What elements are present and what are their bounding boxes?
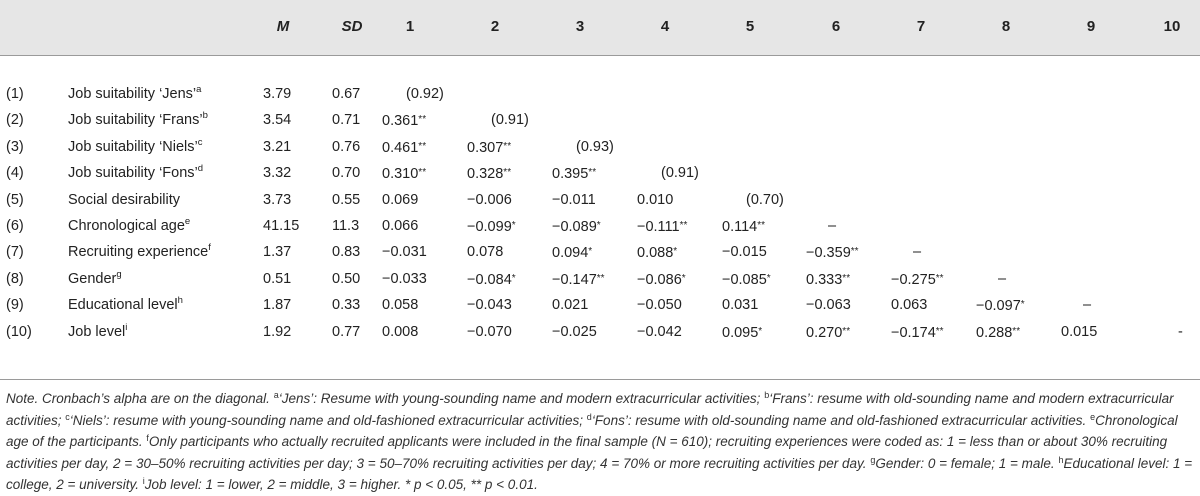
correlation-cell: [382, 164, 426, 183]
header-col-4: 4: [660, 18, 670, 35]
correlation-value: 0.069: [382, 191, 419, 208]
significance-marker: **: [935, 272, 944, 284]
correlation-cell: [382, 217, 418, 235]
variable-label: Chronological age: [68, 218, 185, 234]
correlation-cell: [467, 323, 512, 341]
correlation-cell: [828, 217, 836, 235]
header-col-10: 10: [1163, 18, 1181, 35]
significance-marker: *: [596, 220, 601, 231]
correlation-cell: [467, 296, 512, 314]
correlation-value: −0.174: [891, 324, 936, 341]
note-footnote-text: ‘Frans’: resume with old-sounding name and modern extracurricular activities;: [6, 391, 1174, 428]
correlation-value: −0.050: [637, 297, 682, 314]
correlation-cell: [467, 217, 516, 236]
note-footnote-marker: c: [65, 411, 70, 422]
row-index: (5): [6, 191, 24, 208]
note-footnote-text: ‘Jens’: Resume with young-sounding name and modern extracurricular activities;: [278, 391, 765, 406]
significance-marker: **: [503, 140, 512, 152]
correlation-value: 0.094: [552, 245, 589, 262]
correlation-cell: [1178, 323, 1183, 341]
correlation-cell: [491, 111, 529, 129]
significance-marker: *: [758, 325, 763, 337]
correlation-cell: [722, 296, 758, 314]
correlation-cell: [637, 191, 673, 209]
correlation-value: 0.333: [806, 271, 843, 288]
significance-marker: *: [511, 272, 516, 284]
correlation-value: −0.015: [722, 244, 767, 261]
sd-value: 0.76: [332, 138, 361, 155]
correlation-value: 0.395: [552, 166, 589, 183]
correlation-value: (0.93): [576, 138, 614, 155]
correlation-cell: [552, 270, 605, 289]
correlation-cell: [998, 270, 1006, 288]
correlation-cell: [382, 191, 418, 209]
sd-value: 0.50: [332, 270, 361, 287]
correlation-cell: [576, 138, 614, 156]
correlation-value: −0.275: [891, 271, 936, 288]
correlation-cell: [382, 243, 427, 261]
correlation-value: 0.058: [382, 297, 419, 314]
correlation-value: 0.088: [637, 245, 674, 262]
correlation-cell: [806, 270, 850, 289]
correlation-cell: [976, 296, 1025, 315]
variable-name: [68, 138, 203, 156]
note-footnote-marker: b: [764, 390, 770, 400]
note-footnote-text: ‘Fons’: resume with old-sounding name and old-fashioned extracurricular activities.: [591, 412, 1091, 428]
correlation-cell: [722, 323, 762, 342]
note-footnote-marker: f: [146, 433, 149, 443]
header-col-8: 8: [1001, 18, 1011, 35]
correlation-value: 0.063: [891, 297, 928, 314]
correlation-cell: [976, 323, 1020, 342]
variable-label: Job suitability ‘Jens’: [68, 86, 197, 102]
mean-value: 3.79: [263, 86, 292, 102]
mean-value: 3.54: [263, 112, 292, 129]
correlation-cell: [552, 296, 588, 314]
variable-name: [68, 111, 208, 129]
header-col-3: 3: [575, 18, 585, 35]
correlation-value: −0.006: [467, 191, 512, 208]
note-intro: Note. Cronbach’s alpha are on the diagonal.: [6, 391, 274, 406]
correlation-cell: [467, 164, 511, 183]
note-footnote-marker: e: [1090, 411, 1096, 422]
significance-marker: **: [935, 325, 944, 337]
header-col-7: 7: [916, 18, 926, 35]
correlation-value: 0.288: [976, 324, 1013, 341]
table-bottom-rule: [0, 379, 1200, 380]
variable-label: Recruiting experience: [68, 244, 209, 261]
footnote-marker: c: [197, 136, 203, 148]
correlation-value: -: [1178, 323, 1183, 340]
variable-name: [68, 323, 127, 341]
correlation-value: −0.097: [976, 298, 1021, 315]
correlation-cell: [382, 270, 427, 288]
variable-label: Job level: [68, 323, 126, 340]
correlation-cell: [467, 270, 516, 289]
correlation-value: 0.015: [1061, 323, 1098, 340]
header-col-1: 1: [405, 18, 415, 35]
sd-value: 0.55: [332, 191, 361, 208]
correlation-cell: [467, 191, 512, 209]
correlation-value: −0.111: [637, 219, 680, 235]
correlation-value: 0.270: [806, 324, 843, 341]
correlation-cell: [806, 296, 851, 314]
mean-value: 0.51: [263, 270, 292, 287]
correlation-cell: [637, 243, 677, 262]
correlation-value: (0.91): [491, 112, 529, 129]
correlation-cell: [806, 243, 859, 262]
footnote-marker: g: [116, 268, 122, 280]
correlation-value: −0.089: [552, 219, 597, 235]
variable-label: Job suitability ‘Frans’: [68, 112, 203, 129]
sd-value: 0.83: [332, 244, 361, 261]
correlation-cell: [661, 164, 699, 182]
correlation-cell: [891, 296, 927, 314]
significance-marker: *: [588, 246, 593, 258]
correlation-cell: [637, 270, 686, 289]
footnote-marker: d: [197, 163, 204, 175]
row-index: (1): [6, 86, 24, 102]
correlation-value: 0.361: [382, 113, 419, 130]
correlation-cell: [806, 323, 850, 342]
header-col-9: 9: [1086, 18, 1096, 35]
correlation-cell: [1083, 296, 1091, 314]
correlation-cell: [382, 111, 426, 130]
row-index: (9): [6, 297, 24, 314]
correlation-cell: [552, 323, 597, 341]
correlation-value: 0.021: [552, 297, 589, 314]
correlation-cell: [552, 243, 592, 262]
correlation-value: 0.310: [382, 166, 419, 183]
correlation-value: −0.070: [467, 323, 512, 340]
header-col-5: 5: [745, 18, 755, 35]
mean-value: 1.87: [263, 297, 292, 314]
correlation-value: (0.70): [746, 191, 784, 208]
correlation-value: 0.461: [382, 139, 419, 156]
correlation-value: −0.011: [552, 191, 596, 208]
note-footnote-marker: a: [273, 390, 279, 400]
significance-marker: **: [1012, 325, 1021, 337]
correlation-cell: [637, 323, 682, 341]
correlation-cell: [382, 296, 418, 314]
significance-marker: **: [503, 167, 512, 179]
mean-value: 1.92: [263, 323, 292, 340]
header-rule: [0, 55, 1200, 56]
note-footnote-text: Chronological age of the participants.: [6, 412, 1178, 449]
significance-marker: *: [511, 220, 516, 231]
correlation-cell: [746, 191, 784, 209]
correlation-value: 0.031: [722, 297, 759, 314]
row-index: (3): [6, 138, 24, 155]
sd-value: 11.3: [332, 218, 360, 234]
variable-name: [68, 296, 183, 314]
footnote-marker: f: [208, 242, 211, 254]
correlation-value: −0.084: [467, 271, 512, 288]
correlation-cell: [467, 243, 503, 261]
correlation-cell: [722, 270, 771, 289]
correlation-value: 0.307: [467, 139, 504, 156]
correlation-value: 0.078: [467, 244, 504, 261]
row-index: (7): [6, 244, 24, 261]
footnote-marker: e: [184, 216, 191, 227]
significance-marker: *: [681, 272, 686, 284]
mean-value: 41.15: [263, 218, 300, 234]
significance-marker: **: [418, 167, 427, 179]
correlation-value: 0.328: [467, 166, 504, 183]
footnote-marker: a: [196, 84, 202, 95]
correlation-value: −0.099: [467, 219, 512, 235]
header-col-2: 2: [490, 18, 500, 35]
correlation-cell: [467, 138, 511, 157]
sd-value: 0.70: [332, 165, 361, 182]
correlation-cell: [552, 191, 596, 209]
correlation-cell: [637, 296, 682, 314]
significance-marker: **: [588, 167, 597, 179]
variable-name: [68, 243, 211, 261]
correlation-value: −0.359: [806, 245, 851, 262]
correlation-value: –: [1083, 297, 1092, 314]
variable-label: Educational level: [68, 297, 178, 314]
variable-label: Social desirability: [68, 191, 181, 208]
significance-marker: **: [679, 220, 688, 231]
variable-name: [68, 85, 201, 103]
significance-marker: *: [766, 272, 771, 284]
correlation-cell: [722, 217, 765, 236]
sd-value: 0.71: [332, 112, 361, 129]
row-index: (10): [6, 323, 32, 340]
correlation-value: –: [913, 244, 922, 261]
significance-marker: **: [418, 140, 427, 152]
sd-value: 0.77: [332, 323, 361, 340]
header-sd: SD: [341, 18, 363, 35]
note-footnote-marker: i: [142, 476, 145, 486]
note-footnote-marker: g: [870, 454, 876, 465]
correlation-value: 0.095: [722, 324, 759, 341]
sd-value: 0.33: [332, 297, 361, 314]
correlation-cell: [913, 243, 921, 261]
row-index: (6): [6, 218, 24, 234]
correlation-value: 0.114: [722, 219, 758, 235]
correlation-value: −0.033: [382, 270, 427, 287]
mean-value: 1.37: [263, 244, 292, 261]
mean-value: 3.32: [263, 165, 292, 182]
header-col-6: 6: [831, 18, 841, 35]
correlation-cell: [382, 138, 426, 157]
correlation-value: –: [998, 270, 1007, 287]
variable-label: Gender: [68, 270, 117, 287]
footnote-marker: h: [177, 295, 183, 307]
row-index: (2): [6, 112, 24, 129]
significance-marker: **: [757, 220, 766, 231]
correlation-value: −0.063: [806, 297, 851, 314]
note-footnote-marker: d: [586, 411, 592, 422]
note-footnote-marker: h: [1058, 454, 1064, 465]
note-footnote-text: ‘Niels’: resume with young-sounding name and old-fashioned extracurricular activities;: [69, 412, 587, 428]
mean-value: 3.73: [263, 191, 292, 208]
correlation-value: 0.008: [382, 323, 419, 340]
correlation-value: −0.025: [552, 323, 597, 340]
correlation-value: −0.043: [467, 297, 512, 314]
correlation-cell: [1061, 323, 1097, 341]
footnote-marker: i: [125, 321, 128, 333]
correlation-value: (0.92): [406, 86, 444, 102]
significance-marker: *: [673, 246, 678, 258]
variable-name: [68, 191, 180, 209]
significance-marker: **: [842, 325, 851, 337]
row-index: (4): [6, 165, 24, 182]
variable-name: [68, 164, 203, 182]
mean-value: 3.21: [263, 138, 292, 155]
correlation-value: (0.91): [661, 165, 699, 182]
significance-marker: **: [842, 272, 851, 284]
significance-marker: **: [596, 272, 605, 284]
variable-name: [68, 217, 190, 235]
note-footnote-text: Only participants who actually recruited applicants were included in the final sample (N = 610); recruiting experiences were coded as: 1 = less than or about 30% recruiting activities per day, 2 = 30–50% recruiting activities per day; 3 = 50–70% recruiting activities per day; 4 = 70% or more recruiting activities per day.: [6, 434, 1168, 471]
correlation-value: −0.031: [382, 244, 427, 261]
footnote-marker: b: [202, 110, 208, 122]
variable-label: Job suitability ‘Fons’: [68, 165, 198, 182]
table-note: [6, 388, 1194, 496]
correlation-value: −0.042: [637, 323, 682, 340]
correlation-cell: [552, 164, 596, 183]
correlation-value: 0.010: [637, 191, 674, 208]
correlation-value: –: [828, 218, 837, 234]
correlation-value: 0.066: [382, 218, 419, 234]
correlation-value: −0.086: [637, 271, 682, 288]
row-index: (8): [6, 270, 24, 287]
correlation-cell: [406, 85, 444, 103]
note-footnote-text: Job level: 1 = lower, 2 = middle, 3 = higher. * p < 0.05, ** p < 0.01.: [144, 477, 538, 492]
note-footnote-text: Gender: 0 = female; 1 = male.: [875, 455, 1059, 471]
sd-value: 0.67: [332, 86, 361, 102]
note-footnote-text: Educational level: 1 = college, 2 = university.: [6, 455, 1193, 492]
correlation-cell: [637, 217, 687, 236]
header-m: M: [276, 18, 290, 35]
significance-marker: **: [418, 114, 427, 126]
correlation-value: −0.085: [722, 271, 767, 288]
correlation-value: −0.147: [552, 271, 597, 288]
correlation-cell: [891, 323, 944, 342]
correlation-cell: [722, 243, 767, 261]
significance-marker: **: [850, 246, 859, 258]
significance-marker: *: [1020, 299, 1025, 311]
correlation-cell: [891, 270, 944, 289]
correlation-cell: [382, 323, 418, 341]
variable-label: Job suitability ‘Niels’: [68, 138, 198, 155]
variable-name: [68, 270, 122, 288]
correlation-cell: [552, 217, 601, 236]
